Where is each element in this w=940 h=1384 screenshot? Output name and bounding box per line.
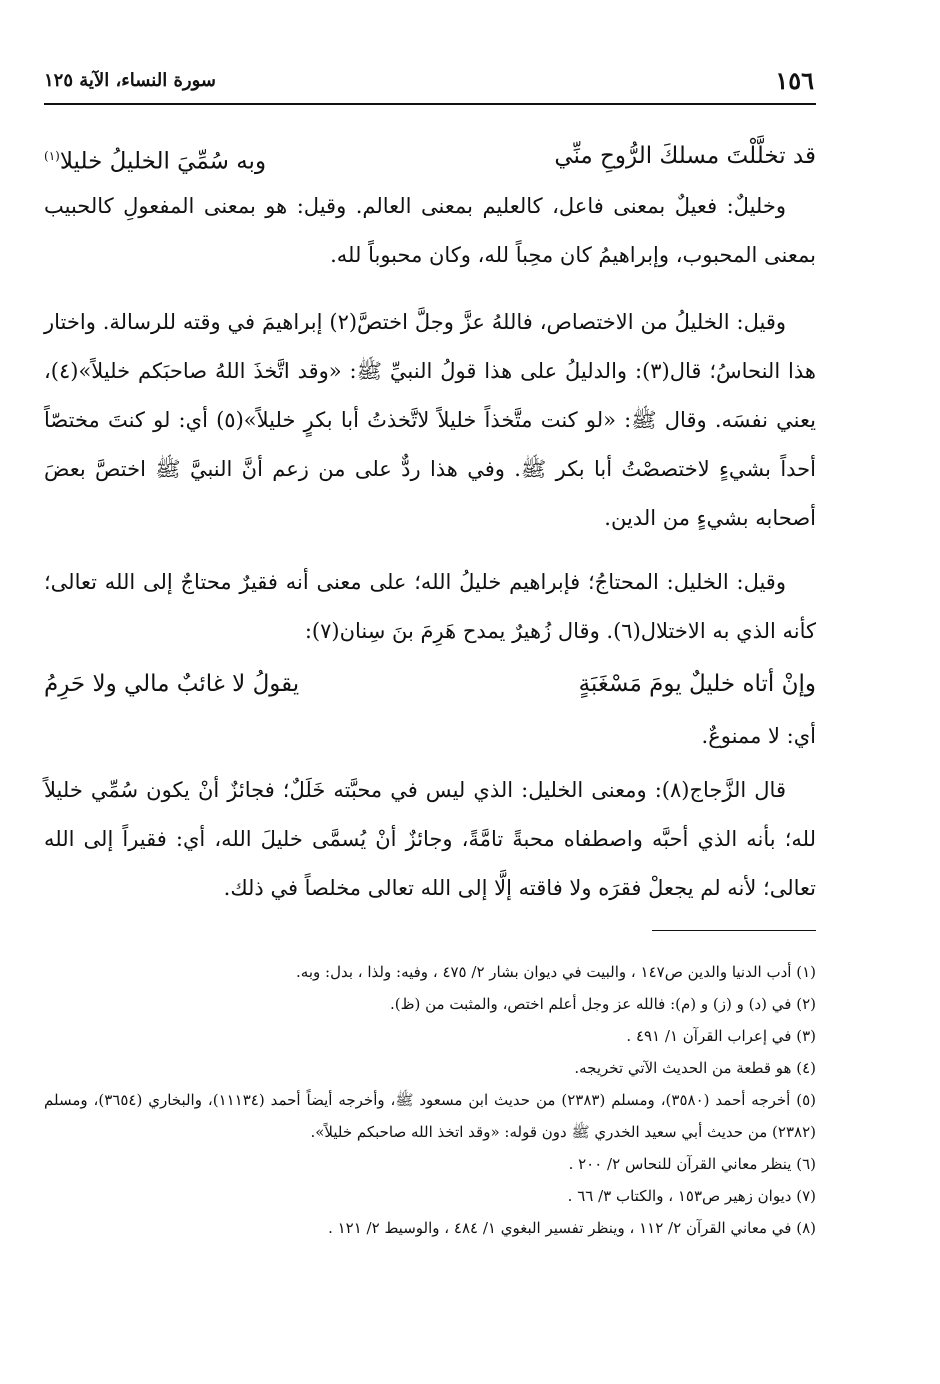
footnote-2: (٢) في (د) و (ز) و (م): فالله عز وجل أعلم اختص، والمثبت من (ظ). <box>390 995 816 1013</box>
verse-1-second-hemistich <box>44 136 266 182</box>
footnote-1: (١) أدب الدنيا والدين ص١٤٧ ، والبيت في ديوان بشار ٢/ ٤٧٥ ، وفيه: ولذا ، بدل: وبه. <box>296 963 816 981</box>
footnotes <box>44 956 816 1244</box>
paragraph-khalil-meaning: وخليلٌ: فعيلٌ بمعنى فاعل، كالعليم بمعنى العالم. وقيل: هو بمعنى المفعولِ كالحبيب بمعنى المحبوب، وإبراهيمُ كان محِباً لله، وكان محبوباً لله. <box>44 194 816 267</box>
paragraph-muhtaj: وقيل: الخليل: المحتاجُ؛ فإبراهيم خليلُ الله؛ على معنى أنه فقيرٌ محتاجٌ إلى الله تعالى؛ كأنه الذي به الاختلال(٦). وقال زُهيرٌ يمدح هَرِمَ بنَ سِنان(٧): <box>44 570 816 643</box>
verse-2-first-hemistich: وإنْ أتاه خليلٌ يومَ مَسْغَبَةٍ <box>578 671 816 697</box>
footnote-marker-1: (١) <box>44 149 60 163</box>
footnote-4: (٤) هو قطعة من الحديث الآتي تخريجه. <box>574 1059 816 1077</box>
verse-2-second-hemistich: يقولُ لا غائبٌ مالي ولا حَرِمُ <box>44 671 300 697</box>
footnote-rule <box>652 930 816 931</box>
running-title: سورة النساء، الآية ١٢٥ <box>44 70 216 91</box>
verse-line-2 <box>44 664 816 704</box>
gloss-line: أي: لا ممنوعٌ. <box>701 724 816 748</box>
page-header <box>44 66 814 100</box>
footnote-7: (٧) ديوان زهير ص١٥٣ ، والكتاب ٣/ ٦٦ . <box>567 1187 816 1205</box>
footnote-3: (٣) في إعراب القرآن ١/ ٤٩١ . <box>626 1027 816 1045</box>
header-rule <box>44 103 816 105</box>
verse-line-1 <box>44 136 816 176</box>
footnote-6: (٦) ينظر معاني القرآن للنحاس ٢/ ٢٠٠ . <box>568 1155 816 1173</box>
paragraph-zajjaj: قال الزَّجاج(٨): ومعنى الخليل: الذي ليس في محبَّته خَلَلٌ؛ فجائزٌ أنْ يكون سُمِّي خليلاً لله؛ بأنه الذي أحبَّه واصطفاه محبةً تامَّةً، وجائزٌ أنْ يُسمَّى خليلَ الله، أي: فقيراً إلى الله تعالى؛ لأنه لم يجعلْ فقرَه ولا فاقته إلَّا إلى الله تعالى مخلصاً في ذلك. <box>44 778 816 900</box>
footnote-8: (٨) في معاني القرآن ٢/ ١١٢ ، وينظر تفسير البغوي ١/ ٤٨٤ ، والوسيط ٢/ ١٢١ . <box>328 1219 816 1237</box>
page-number: ١٥٦ <box>775 66 814 95</box>
verse-1-second-text: وبه سُمِّيَ الخليلُ خليلا <box>59 148 267 175</box>
paragraph-ikhtisas: وقيل: الخليلُ من الاختصاص، فاللهُ عزَّ وجلَّ اختصَّ(٢) إبراهيمَ في وقته للرسالة. واختار هذا النحاسُ؛ قال(٣): والدليلُ على هذا قولُ النبيِّ ﷺ: «وقد اتَّخذَ اللهُ صاحبَكم خليلاً»(٤)، يعني نفسَه. وقال ﷺ: «لو كنت متَّخذاً خليلاً لاتَّخذتُ أبا بكرٍ خليلاً»(٥) أي: لو كنتَ مختصّاً أحداً بشيءٍ لاختصصْتُ أبا بكر ﷺ. وفي هذا ردٌّ على من زعم أنَّ النبيَّ ﷺ اختصَّ بعضَ أصحابه بشيءٍ من الدين. <box>44 310 816 530</box>
footnote-5: (٥) أخرجه أحمد (٣٥٨٠)، ومسلم (٢٣٨٣) من حديث ابن مسعود ﷺ، وأخرجه أيضاً أحمد (١١١٣٤)، والبخاري (٣٦٥٤)، ومسلم (٢٣٨٢) من حديث أبي سعيد الخدري ﷺ دون قوله: «وقد اتخذ الله صاحبكم خليلاً». <box>44 1091 816 1141</box>
verse-1-first-hemistich: قد تخلَّلْتَ مسلكَ الرُّوحِ منِّي <box>554 143 816 169</box>
